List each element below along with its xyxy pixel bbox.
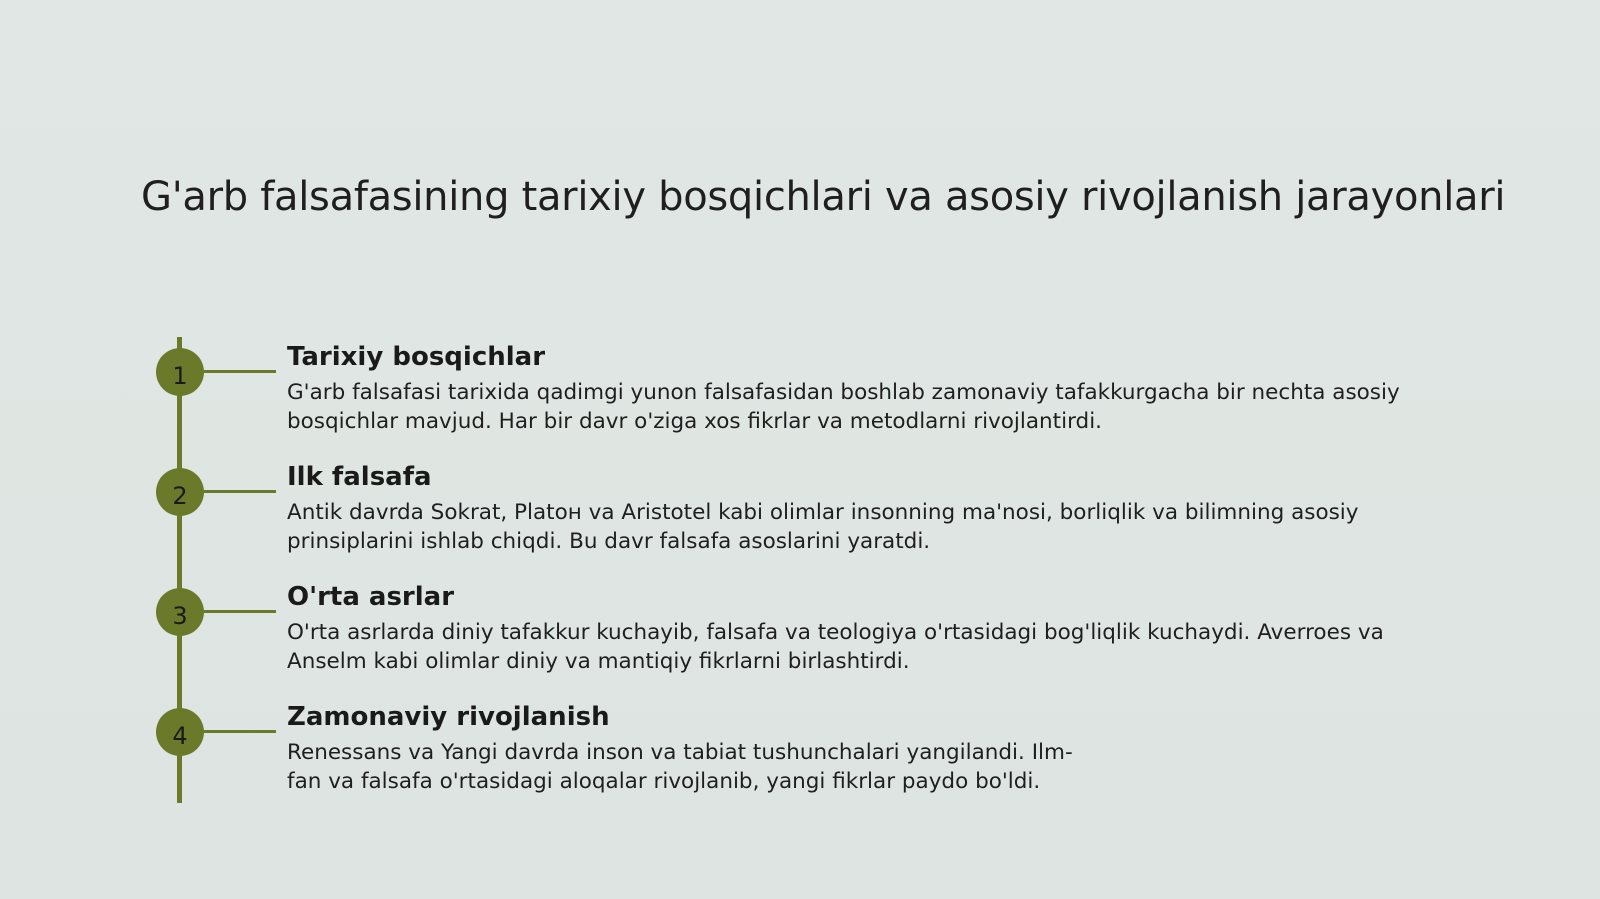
step-connector — [202, 730, 276, 733]
step-description: Renessans va Yangi davrda inson va tabiat tushunchalari yangilandi. Ilm-fan va falsafa o'rtasidagi aloqalar rivojlanib, yangi fikrlar paydo bo'ldi. — [287, 740, 1073, 794]
step-number-badge: 4 — [156, 708, 204, 756]
timeline-step-1 — [0, 340, 1600, 450]
timeline-step-4 — [0, 700, 1600, 810]
step-description: Antik davrda Sokrat, Platoн va Aristotel kabi olimlar insonning ma'nosi, borliqlik va bilimning asosiy prinsiplarini ishlab chiqdi. Bu davr falsafa asoslarini yaratdi. — [287, 500, 1359, 554]
step-heading: Ilk falsafa — [287, 462, 432, 492]
step-heading: Zamonaviy rivojlanish — [287, 702, 610, 732]
step-number-badge: 1 — [156, 348, 204, 396]
step-number-badge: 2 — [156, 468, 204, 516]
step-description: G'arb falsafasi tarixida qadimgi yunon falsafasidan boshlab zamonaviy tafakkurgacha bir nechta asosiy bosqichlar mavjud. Har bir davr o'ziga xos fikrlar va metodlarni rivojlantirdi. — [287, 380, 1400, 434]
step-heading: O'rta asrlar — [287, 582, 455, 612]
step-number-badge: 3 — [156, 588, 204, 636]
step-description: O'rta asrlarda diniy tafakkur kuchayib, falsafa va teologiya o'rtasidagi bog'liqlik kuchaydi. Averroes va Anselm kabi olimlar diniy va mantiqiy fikrlarni birlashtirdi. — [287, 620, 1384, 674]
step-connector — [202, 490, 276, 493]
page-title: G'arb falsafasining tarixiy bosqichlari va asosiy rivojlanish jarayonlari — [141, 173, 1506, 220]
step-connector — [202, 370, 276, 373]
step-connector — [202, 610, 276, 613]
step-heading: Tarixiy bosqichlar — [287, 342, 546, 372]
timeline-step-2 — [0, 460, 1600, 570]
timeline-step-3 — [0, 580, 1600, 690]
